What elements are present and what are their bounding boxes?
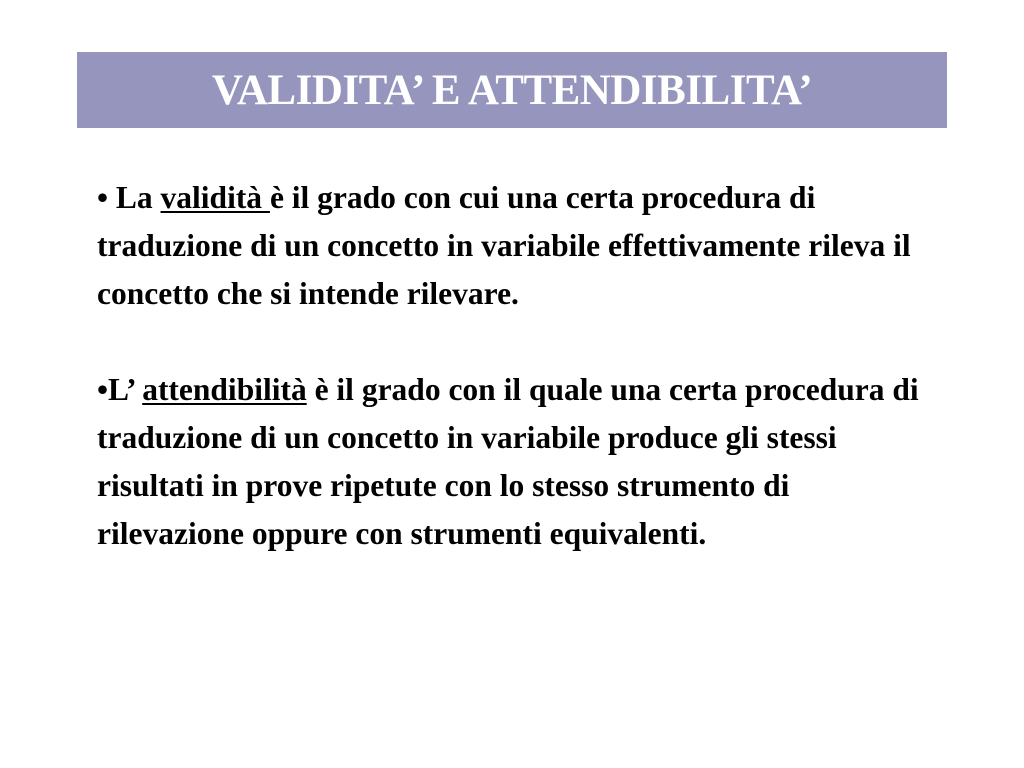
title-bar [77,52,947,128]
paragraph-prefix: La [108,180,161,215]
paragraph-validita [97,174,927,318]
paragraph-text: è il grado con il quale una certa procedura di traduzione di un concetto in variabile produce gli stessi risultati in prove ripetute con lo stesso strumento di rilevazione oppure con strumenti equivalenti. [97,372,919,551]
bullet-icon: • [97,180,109,215]
paragraph-prefix: L’ [108,372,143,407]
slide-body [97,174,927,558]
term-validita: validità [160,180,270,215]
paragraph-text: è il grado con cui una certa procedura di traduzione di un concetto in variabile effettivamente rileva il concetto che si intende rilevare. [97,180,911,311]
slide-title: VALIDITA’ E ATTENDIBILITA’ [211,66,813,114]
term-attendibilita: attendibilità [142,372,307,407]
paragraph-attendibilita [97,366,927,558]
bullet-icon: • [97,372,109,407]
